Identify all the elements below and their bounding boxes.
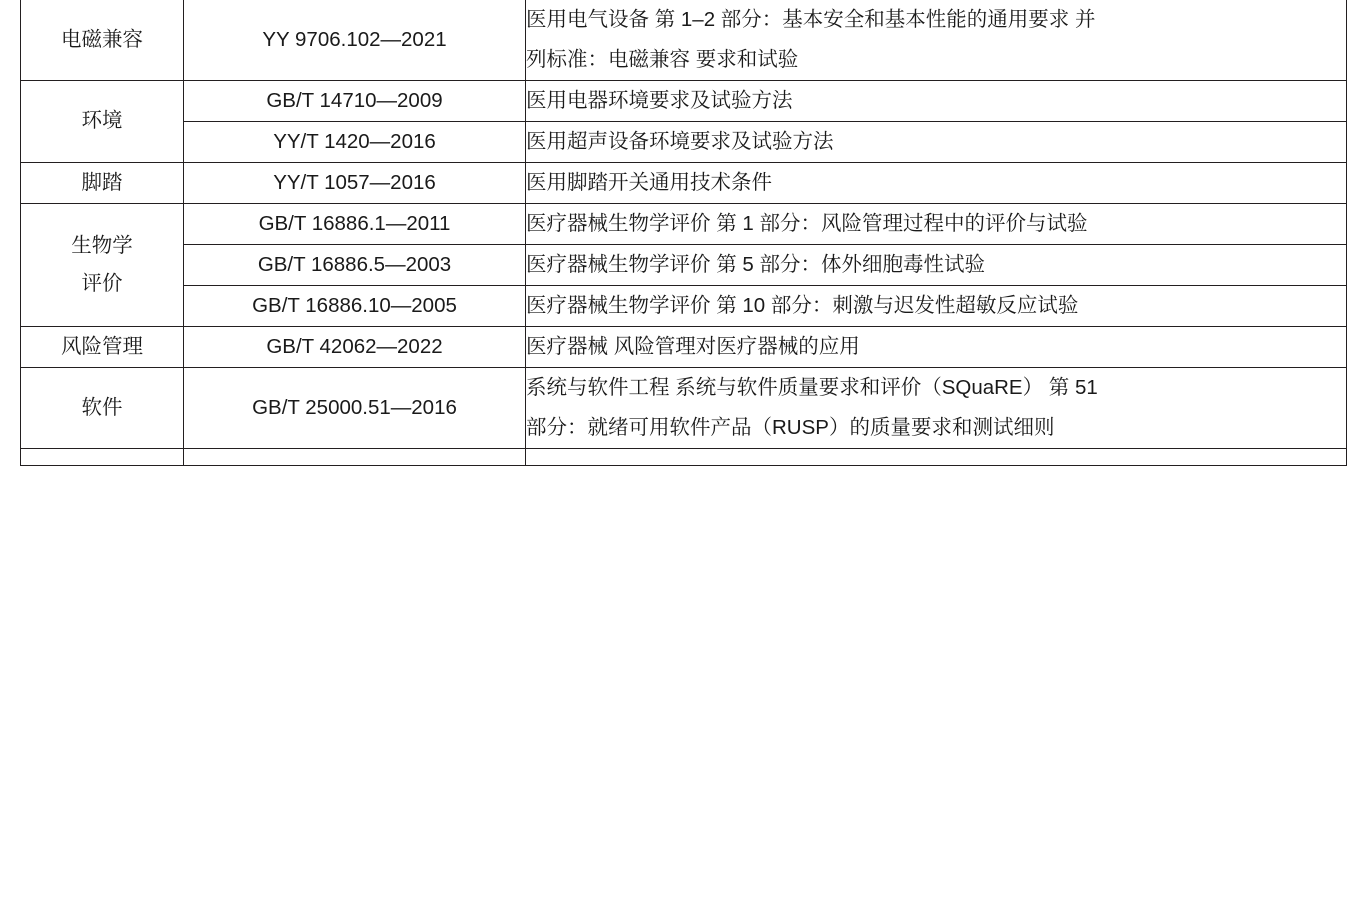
standard-name-lines [526,163,1346,203]
category-line: 生物学 [71,233,133,257]
standard-name-line: 医用电器环境要求及试验方法 [526,88,793,112]
category-line: 风险管理 [61,334,143,358]
standard-name-line: 医用超声设备环境要求及试验方法 [526,129,834,153]
table-row [21,326,1347,367]
standard-name-line: 列标准：电磁兼容 要求和试验 [526,47,799,71]
row-standard-name [526,367,1347,448]
row-standard-name-partial [526,448,1347,465]
table-row [21,285,1347,326]
row-category-cell-partial [21,448,184,465]
standard-name-lines [526,245,1346,285]
row-standard-number: YY/T 1057—2016 [184,162,526,203]
row-standard-number: GB/T 16886.10—2005 [184,285,526,326]
standard-name-line: 医疗器械生物学评价 第 10 部分：刺激与迟发性超敏反应试验 [526,293,1079,317]
standards-table-body [21,0,1347,465]
row-standard-number: GB/T 16886.5—2003 [184,244,526,285]
category-lines [21,164,183,202]
category-line: 环境 [81,109,123,133]
row-standard-number: YY 9706.102—2021 [184,0,526,80]
row-standard-number: GB/T 42062—2022 [184,326,526,367]
row-standard-number: GB/T 14710—2009 [184,80,526,121]
standard-name-line: 部分：就绪可用软件产品（RUSP）的质量要求和测试细则 [526,415,1055,439]
category-lines [21,102,183,140]
category-lines [21,389,183,427]
row-standard-name [526,121,1347,162]
row-standard-name [526,203,1347,244]
row-standard-name [526,244,1347,285]
row-category-cell [21,326,184,367]
table-row [21,80,1347,121]
standard-name-line: 医用脚踏开关通用技术条件 [526,170,772,194]
table-row [21,203,1347,244]
standard-name-line: 医疗器械生物学评价 第 5 部分：体外细胞毒性试验 [526,252,985,276]
standard-name-lines [526,204,1346,244]
standard-name-line: 医用电气设备 第 1–2 部分：基本安全和基本性能的通用要求 并 [526,8,1096,31]
row-standard-number: GB/T 16886.1—2011 [184,203,526,244]
table-row [21,121,1347,162]
row-standard-name [526,0,1347,80]
category-lines [21,21,183,59]
standard-name-lines [526,81,1346,121]
standard-name-lines [526,286,1346,326]
category-line: 软件 [81,395,123,419]
row-category-cell [21,367,184,448]
standard-name-lines [526,327,1346,367]
category-line: 脚踏 [81,170,123,194]
table-row [21,0,1347,80]
table-row [21,162,1347,203]
row-category-cell [21,162,184,203]
table-row [21,367,1347,448]
standards-table [20,0,1347,466]
row-category-cell [21,203,184,326]
row-standard-number: YY/T 1420—2016 [184,121,526,162]
row-category-cell [21,80,184,162]
standard-name-lines [526,122,1346,162]
category-lines [21,227,183,303]
standard-name-lines [526,0,1346,80]
table-row-partial [21,448,1347,465]
category-line: 评价 [81,271,123,295]
row-standard-name [526,326,1347,367]
standard-name-line: 医疗器械 风险管理对医疗器械的应用 [526,334,860,358]
row-standard-number-partial [184,448,526,465]
row-standard-number: GB/T 25000.51—2016 [184,367,526,448]
row-standard-name [526,162,1347,203]
standard-name-line: 医疗器械生物学评价 第 1 部分：风险管理过程中的评价与试验 [526,211,1088,235]
standard-name-line: 系统与软件工程 系统与软件质量要求和评价（SQuaRE） 第 51 [526,375,1098,399]
standard-name-lines [526,368,1346,448]
category-lines [21,328,183,366]
row-category-cell [21,0,184,80]
table-row [21,244,1347,285]
category-line: 电磁兼容 [61,28,143,51]
row-standard-name [526,285,1347,326]
row-standard-name [526,80,1347,121]
